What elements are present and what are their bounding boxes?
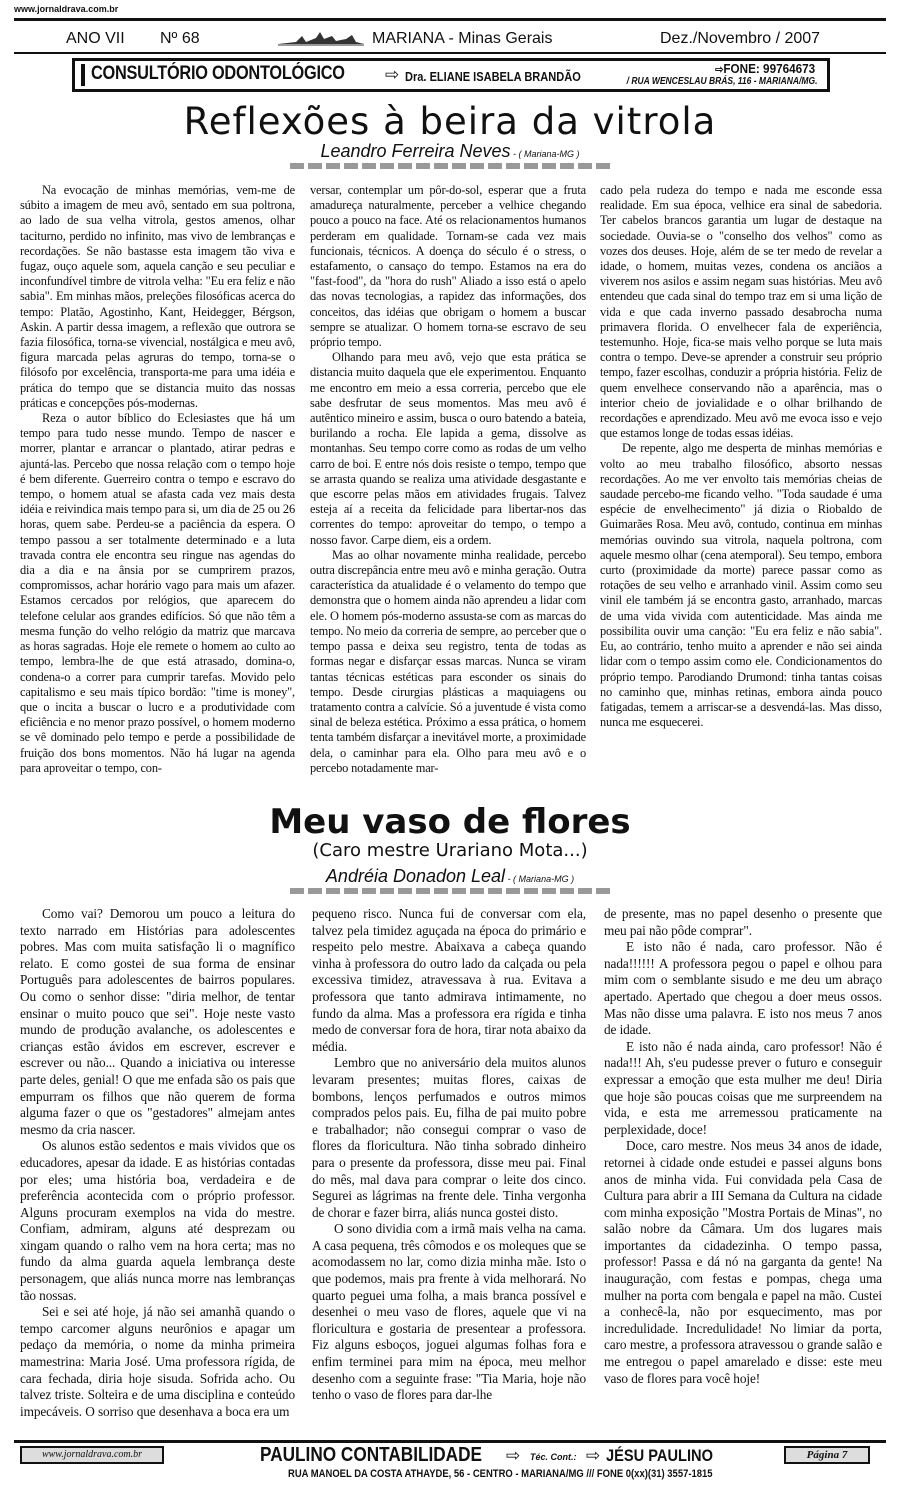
paragraph: Sei e sei até hoje, já não sei amanhã quando o tempo carcomer alguns neurônios e apagar um pedaço da memória, o nome da minha primeira mamestrina: Maria José. Uma professora rígida, de cara fechada, diria hoje sisuda. Sofrida acho. Ou talvez triste. Solteira e de uma disciplina e conteúdo impecáveis. O sorriso que desenhava a boca era um (20, 1304, 295, 1419)
footer-ad-tec-label: Téc. Cont.: (530, 1452, 577, 1462)
article2-column-1 (20, 906, 295, 1420)
ad-phone-text: FONE: 99764673 (723, 61, 815, 76)
paragraph: Doce, caro mestre. Nos meus 34 anos de idade, retornei à cidade onde estudei e passei alguns bons anos de minha vida. Fui convidada pela Casa de Cultura para abrir a III Semana da Cultura na cidade com minha exposição "Mostra Portais de Minas", no salão nobre da Câmara. Um dos lugares mais importantes da cidadezinha. O tempo passa, professor! Passa e dá nó na garganta da gente! Na inauguração, com festas e pompas, chega uma mulher na porta com bengala e papel na mão. Custei a conhecê-la, não por esquecimento, mas por incredulidade. Incredulidade! No limiar da porta, caro mestre, a professora atravessou o grande salão e me entregou o papel amarelado e disse: este meu vaso de flores para você hoje! (604, 1138, 882, 1386)
article1-byline (0, 141, 900, 162)
article1-column-3 (600, 183, 882, 730)
article1-author: Leandro Ferreira Neves (320, 141, 511, 161)
footer-ad-name: PAULINO CONTABILIDADE (260, 1444, 483, 1466)
masthead-ornament-icon (276, 30, 366, 46)
article2-author: Andréia Donadon Leal (325, 866, 506, 886)
paragraph: Como vai? Demorou um pouco a leitura do texto narrado em Histórias para adolescentes pobres. Mas com muita satisfação li o magnífico relato. E como gostei de sua forma de ensinar Português para adolescentes de bairros populares. Ou como o senhor disse: "diria melhor, de tentar ensinar o muito pouco que sei". Hoje neste vasto mundo de produção avalanche, os adolescentes e crianças estão ávidos em escrever, escrever e escrever ou não... Quando a iniciativa ou interesse parte deles, genial! O que me enfada são os pais que empurram os filhos que não querem de forma alguma fazer o que os "gestadores" almejam antes mesmo da cria nascer. (20, 906, 295, 1137)
article1-byline-rule (290, 163, 610, 169)
arrow-right-icon: ⇨ (385, 65, 400, 84)
paragraph: Na evocação de minhas memórias, vem-me de súbito a imagem de meu avô, sentado em sua poltrona, ao lado de sua velha vitrola, gestos amenos, olhar taciturno, perdido no infinito, mas vivo de lembranças e recordações. Se não bastasse esta imagem tão viva e fugaz, ouço aquele som, aquela canção e seu peculiar e inconfundível timbre de vitrola velha: "Eu era feliz e não sabia". Em minhas mãos, preleções filosóficas acerca do tempo: Platão, Agostinho, Kant, Heidegger, Bérgson, Askin. A partir dessa imagem, a reflexão que outrora se fazia filosófica, torna-se vivencial, nostálgica e meu avô, figura marcada pelas agruras do tempo, torna-se o filósofo por excelência, transporta-me para uma idéia e prática do tempo que se distancia muito das nossas práticas e concepções pós-modernas. (20, 183, 295, 410)
paragraph: Mas ao olhar novamente minha realidade, percebo outra discrepância entre meu avô e minha geração. Outra característica da atualidade é o velamento do tempo que demonstra que o homem ainda não aprendeu a lidar com ele. O homem pós-moderno assusta-se com as marcas do tempo. No meio da correria de sempre, ao perceber que o tempo passa e deixa seu registro, tenta de todas as formas negar e disfarçar essas marcas. Nunca se viram tantas técnicas estéticas para esconder os sinais do tempo. Desde cirurgias plásticas a maquiagens ou tratamento contra a calvície. Só a juventude é vista como sinal de beleza estética. Próximo a essa prática, o homem tenta também disfarçar a inevitável morte, a proximidade dela, o caminhar para ela. Olho para meu avô e o percebo notadamente mar- (310, 547, 586, 775)
issue-year: ANO VII (66, 30, 125, 47)
masthead-rule (14, 52, 886, 54)
paragraph: cado pela rudeza do tempo e nada me esconde essa realidade. Em sua época, velhice era sinal de sabedoria. Ter cabelos brancos garantia um lugar de destaque na sociedade. Ouvia-se o "conselho dos velhos" como as vozes dos deuses. Hoje, além de se ter medo de revelar a idade, o homem, muitas vezes, condena os anciãos a viverem nos asilos e assim negam suas histórias. Meu avô entendeu que cada sinal do tempo traz em si uma lição de vida e que cada inverno passado desabrocha numa primavera florida. O envelhecer fala de experiência, testemunho. Hoje, fica-se mais velho porque se luta mais contra o tempo. Deve-se aprender a construir seu próprio tempo, fazer escolhas, conduzir a própria história. Feliz de quem envelhece conservando não a aparência, mas o interior cheio de jovialidade e o olhar brilhando de recordações e aprendizado. Meu avô me evoca isso e vejo que estamos longe de todas essas idéias. (600, 183, 882, 441)
ad-address: / RUA WENCESLAU BRÁS, 116 - MARIANA/MG. (626, 76, 817, 87)
paragraph: Lembro que no aniversário dela muitos alunos levaram presentes; muitas flores, caixas de bombons, lenços perfumados e outros mimos comprados pelos pais. Eu, filha de pai muito pobre e trabalhador; não consegui comprar o vaso de flores da floricultura. Não tinha sobrado dinheiro para o presente da professora, disse meu pai. Final do mês, mal dava para comprar o leite dos cinco. Segurei as lágrimas na frente dele. Tinha vergonha de chorar e fazer birra, aliás nunca gostei disto. (312, 1055, 586, 1220)
dental-office-ad (72, 58, 830, 92)
paragraph: Os alunos estão sedentos e mais vividos que os educadores, apesar da idade. E as histórias contadas por eles; uma história boa, verdadeira e de preferência acontecida com o próprio professor. Alguns procuram exemplos na vida do mestre. Confiam, admiram, alguns até desprezam ou xingam quando o ralho vem na hora certa; mas no fundo da alma guarda aquela lembrança deste personagem, que aliás nunca morre nas lembranças tão nossas. (20, 1138, 295, 1303)
article2-column-3 (604, 906, 882, 1387)
ad-doctor-name: Dra. ELIANE ISABELA BRANDÃO (405, 69, 581, 84)
article2-title: Meu vaso de flores (269, 802, 631, 842)
masthead (14, 26, 886, 52)
article2-byline (0, 866, 900, 887)
arrow-right-icon: ⇨ (714, 64, 724, 76)
city-label: MARIANA - Minas Gerais (372, 30, 553, 47)
paragraph: De repente, algo me desperta de minhas memórias e volto ao meu trabalho filosófico, absorto nessas recordações. Ao me ver envolto tais memórias cheias de saudade percebo-me ficando velho. "Toda saudade é uma espécie de envelhecimento" já dizia o Riobaldo de Guimarães Rosa. Meu avô, contudo, continua em minhas memórias ouvindo sua vitrola, naquela poltrona, com aquele mesmo olhar (cena atemporal). Seu tempo, embora curto (proximidade da morte) parece passar como as rotações de seu velho e arranhado vinil. Assim como seu vinil ele também já se encontra gasto, arranhado, marcas de uma vida vivida com autenticidade. Mas ainda me possibilita ouvir uma canção: "Eu era feliz e não sabia". Eu, ao contrário, tenho muito a aprender e não sei ainda lidar com o tempo assim como ele. Condicionamentos do próprio tempo. Parodiando Drumond: tinha tantas coisas no caminho que, minhas retinas, embora ainda pouco fatigadas, temem a arriscar-se a desvendá-las. Mas disso, nunca me esquecerei. (600, 441, 882, 730)
issue-number: Nº 68 (160, 30, 200, 47)
article2-author-city: - ( Mariana-MG ) (505, 874, 575, 884)
ad-bar-decoration (81, 64, 85, 86)
article1-author-city: - ( Mariana-MG ) (510, 149, 580, 159)
article2-column-2 (312, 906, 586, 1404)
ad-phone (715, 61, 815, 76)
footer-site-url[interactable]: www.jornaldrava.com.br (20, 1446, 164, 1464)
paragraph: Reza o autor bíblico do Eclesiastes que há um tempo para tudo nesse mundo. Tempo de nascer e morrer, plantar e arrancar o plantado, atirar pedras e ajuntá-las. Percebo que nossa relação com o tempo hoje é bem diferente. Guerreiro contra o tempo e escravo do tempo, o homem atual se afasta cada vez mais desta idéia e reivindica mais tempo para si, um dia de 25 ou 26 horas, quem sabe. Perdeu-se a paciência da espera. O tempo passou a ser totalmente determinado e a luta travada contra ele encontra seu ringue nas agendas do dia a dia e na ânsia por se cumprirem prazos, compromissos, achar horário vago para mais um afazer. Estamos cercados por relógios, que aparecem do telefone celular aos grandes edifícios. Só que não têm a mesma função do velho relógio da matriz que marcava as horas sagradas. Hoje ele remete o homem ao culto ao tempo, lembra-lhe de que está atrasado, domina-o, condena-o a correr para cumprir tarefas. Movido pelo capitalismo e seu mais típico bordão: "time is money", que o incita a buscar o lucro e a produtividade com eficiência e no menor prazo possível, o homem moderno se vê dominado pelo tempo e perde a possibilidade de fruição dos bons momentos. Não há lugar na agenda para aproveitar o tempo, con- (20, 411, 295, 775)
top-rule (14, 18, 886, 21)
paragraph: E isto não é nada, caro professor. Não é nada!!!!!! A professora pegou o papel e olhou para mim com o semblante sisudo e me deu um abraço apertado. Apertado que chegou a doer meus ossos. Mas não disse uma palavra. E isto nos meus 7 anos de idade. (604, 939, 882, 1038)
arrow-right-icon: ⇨ (586, 1446, 601, 1465)
article2-subtitle: (Caro mestre Urariano Mota...) (312, 840, 588, 861)
article1-column-2 (310, 183, 586, 776)
paragraph: E isto não é nada ainda, caro professor! Não é nada!!! Ah, s'eu pudesse prever o futuro e conseguir expressar a emoção que esta mulher me deu! Diria que hoje são poucas coisas que me surpreendem na vida, e esta me arremessou praticamente na perplexidade, doce! (604, 1038, 882, 1137)
paragraph: Olhando para meu avô, vejo que esta prática se distancia muito daquela que ele experimentou. Enquanto me encontro em meio a essa correria, percebo que ele sabe desfrutar de seus momentos. Mas meu avô é autêntico mineiro e assim, busca o ouro batendo a bateia, burilando a rocha. Ele lapida a gema, dissolve as montanhas. Seu tempo corre como as rodas de um velho carro de boi. E entre nós dois resiste o tempo, tempo que se arrasta quando se realiza uma atividade desgastante e que escorre pelas mãos em atividades frugais. Talvez esteja aí a receita da felicidade para libertar-nos das correntes do tempo: aproveitar do tempo, o tempo a nosso favor. Carpe diem, eis a ordem. (310, 350, 586, 547)
footer-rule (14, 1440, 886, 1443)
site-url[interactable]: www.jornaldrava.com.br (14, 4, 119, 14)
paragraph: pequeno risco. Nunca fui de conversar com ela, talvez pela timidez aguçada na época do primário e respeito pelo mestre. Abaixava a cabeça quando vinha à professora do outro lado da calçada ou pela excessiva timidez, atravessava à rua. Evitava a professora que tanto admirava intimamente, no fundo da alma. Mas a professora era rígida e tinha medo de conversar fora de hora, tirar nota abaixo da média. (312, 906, 586, 1054)
footer-ad-tec-name: JÉSU PAULINO (606, 1446, 713, 1465)
paragraph: de presente, mas no papel desenho o presente que meu pai não pôde comprar". (604, 906, 882, 938)
page-number: Página 7 (784, 1446, 870, 1464)
arrow-right-icon: ⇨ (506, 1446, 521, 1465)
ad-business-name: CONSULTÓRIO ODONTOLÓGICO (91, 63, 345, 84)
article1-column-1 (20, 183, 295, 776)
article2-byline-rule (290, 888, 610, 894)
paragraph: versar, contemplar um pôr-do-sol, esperar que a fruta amadureça naturalmente, perceber a velhice chegando pouco a pouco na face. Até os relacionamentos humanos perderam em qualidade. Tornam-se cada vez mais funcionais, técnicos. A doença do século é o stress, o estafamento, o cansaço do tempo. Estamos na era do "fast-food", da "hora do rush" Aliado a isso está o apelo das novas tecnologias, a rapidez das informações, dos conceitos, das idéias que obrigam o homem a buscar sempre se atualizar. O homem torna-se escravo de seu próprio tempo. (310, 183, 586, 350)
article1-title: Reflexões à beira da vitrola (183, 100, 717, 143)
footer-ad-address: RUA MANOEL DA COSTA ATHAYDE, 56 - CENTRO - MARIANA/MG /// FONE 0(xx)(31) 3557-1815 (288, 1468, 713, 1480)
issue-date: Dez./Novembro / 2007 (660, 30, 821, 47)
paragraph: O sono dividia com a irmã mais velha na cama. A casa pequena, três cômodos e os moleques que se acomodassem no lar, como dizia minha mãe. Isto o que podemos, mais pra frente à vida melhorará. No quarto peguei uma folha, a mais branca possível e desenhei o meu vaso de flores, aquele que vi na floricultura e gostaria de presentear a professora. Fiz alguns esboços, joguei algumas folhas fora e enfim terminei para mim na época, meu melhor desenho com a seguinte frase: "Tia Maria, hoje não tenho o vaso de flores para dar-lhe (312, 1221, 586, 1403)
